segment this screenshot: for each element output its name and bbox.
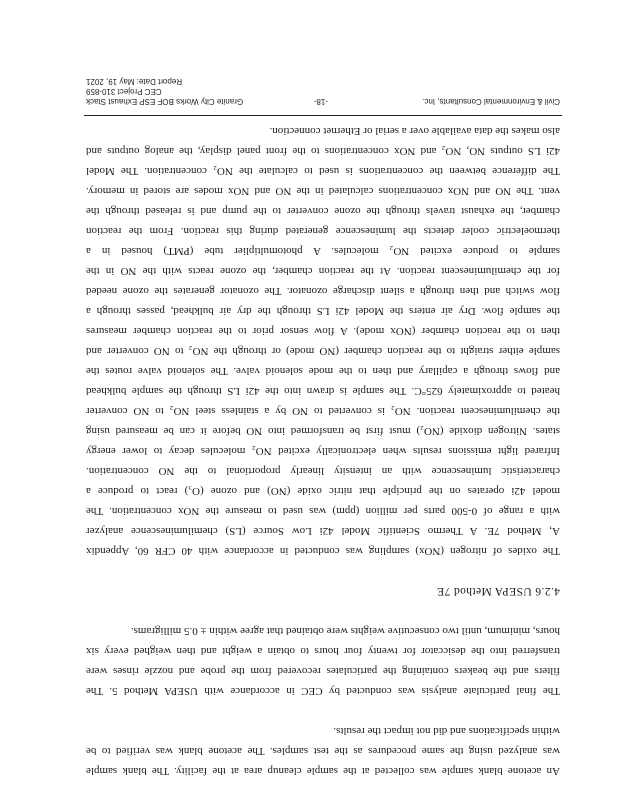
text-line: flow switch and then through a silent discharge ozonator. The ozonator generates the ozone needed: [86, 285, 560, 297]
text-line: filters and the beakers containing the particulates recovered from the probe and nozzle rinses were: [86, 665, 560, 677]
text-line: within specifications and did not impact the results.: [333, 725, 560, 737]
paragraph-particulate-analysis: [86, 621, 560, 701]
text-line: The final particulate analysis was conducted by CEC in accordance with USEPA Method 5. The: [86, 685, 560, 697]
text-line: vent. The NO and NOx concentrations calculated in the NO and NOx modes are stored in memory.: [86, 185, 560, 197]
text-line: sample to produce excited NO₂ molecules. A photomultiplier tube (PMT) housed in a: [86, 245, 560, 257]
text-line: was analyzed using the same procedures as the test samples. The acetone blank was verified to be: [86, 745, 560, 757]
footer-project-title: Granite City Works BOF ESP Exhaust Stack: [86, 97, 244, 106]
text-line: The oxides of nitrogen (NOx) sampling was conducted in accordance with 40 CFR 60, Appendix: [86, 545, 560, 557]
text-line: heated to approximately 625°C. The sample is drawn into the 42i LS through the sample bulkhead: [86, 385, 560, 397]
section-heading: [86, 581, 560, 601]
text-line: also makes the data available over a serial or Ethernet connection.: [269, 125, 560, 137]
footer-project-info: [86, 76, 243, 106]
text-line: then to the reaction chamber (NOx mode). A flow sensor prior to the reaction chamber measures: [86, 325, 560, 337]
text-line: sample either straight to the reaction chamber (NO mode) or through the NO₂ to NO converter and: [86, 345, 560, 357]
footer-report-date: Report Date: May 19, 2021: [86, 77, 183, 86]
text-line: chamber, the exhaust travels through the ozone converter to the pump and is released through the: [86, 205, 560, 217]
paragraph-method-7e: [86, 121, 560, 561]
text-line: states. Nitrogen dioxide (NO₂) must first be transformed into NO before it can be measured using: [86, 425, 560, 437]
text-line: thermoelectric cooler detects the luminescence generated during this reaction. From the reaction: [86, 225, 560, 237]
text-line: for the chemiluminescent reaction. At the reaction chamber, the ozone reacts with the NO in the: [86, 265, 560, 277]
text-line: A, Method 7E. A Thermo Scientific Model 42i Low Source (LS) chemiluminescence analyzer: [86, 525, 560, 537]
text-line: transferred into the desiccator for twenty four hours to obtain a weight and then weighed every six: [86, 645, 560, 657]
text-line: Infrared light emissions results when electronically excited NO₂ molecules decay to lower energy: [86, 445, 560, 457]
footer-project-number: CEC Project 310-859: [86, 87, 162, 96]
text-line: model 42i operates on the principle that nitric oxide (NO) and ozone (O₃) react to produce a: [86, 485, 560, 497]
footer-rule: [84, 115, 562, 116]
text-line: with a range of 0-500 parts per million (ppm) was used to measure the NOx concentration. The: [86, 505, 560, 517]
text-line: The difference between the concentrations is used to calculate the NO₂ concentration. The Model: [86, 165, 560, 177]
text-line: An acetone blank sample was collected at the sample cleanup area at the facility. The blank sample: [86, 765, 560, 777]
text-line: characteristic luminescence with an intensity linearly proportional to the NO concentration.: [86, 465, 560, 477]
text-line: 42i LS outputs NO, NO₂ and NOx concentrations to the front panel display, the analog outputs and: [86, 145, 560, 157]
section-heading-text: 4.2.6 USEPA Method 7E: [436, 585, 560, 597]
text-line: and flows through a capillary and then to the mode solenoid valve. The solenoid valve routes the: [86, 365, 560, 377]
text-line: the chemiluminescent reaction. NO₂ is converted to NO by a stainless steel NO₂ to NO converter: [86, 405, 560, 417]
footer-company: Civil & Environmental Consultants, Inc.: [422, 97, 560, 106]
text-line: hours, minimum, until two consecutive weights were obtained that agree within ± 0.5 milligrams.: [130, 625, 560, 637]
text-line: the sample flow. Dry air enters the Model 42i LS through the dry air bulkhead, passes through a: [86, 305, 560, 317]
paragraph-acetone-blank: [86, 721, 560, 781]
footer-page-number: -18-: [313, 97, 328, 106]
